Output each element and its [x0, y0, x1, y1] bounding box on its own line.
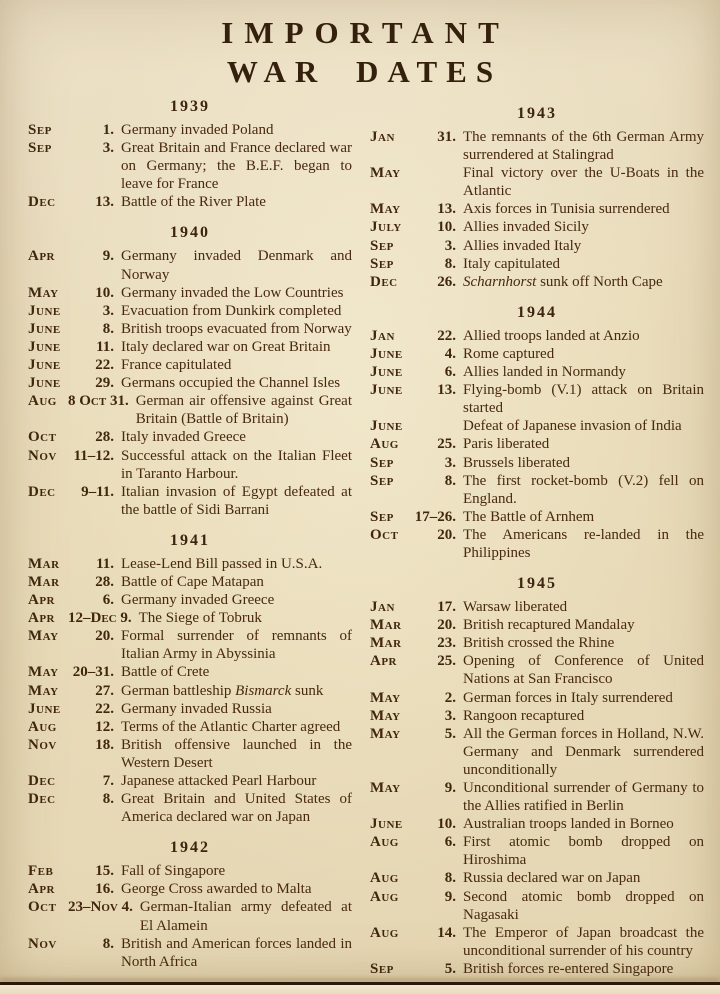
event-month: July	[370, 219, 402, 236]
event-day: 20.	[437, 526, 456, 543]
event-row	[28, 682, 352, 700]
event-month: Aug	[370, 924, 399, 941]
event-text: First atomic bomb dropped on Hiroshima	[463, 834, 704, 869]
event-row	[370, 128, 704, 164]
event-row	[28, 374, 352, 392]
event-text: Germany invaded Poland	[121, 122, 274, 138]
year-section-1943	[370, 105, 704, 291]
event-day: 20.	[437, 617, 456, 634]
event-day: 12.	[95, 718, 114, 735]
event-row	[370, 435, 704, 453]
event-day: 25.	[437, 436, 456, 453]
event-row	[28, 591, 352, 609]
event-month: Jan	[370, 129, 395, 145]
event-day: 8.	[444, 472, 456, 489]
event-row	[370, 960, 704, 978]
event-text: Lease-Lend Bill passed in U.S.A.	[121, 555, 323, 572]
event-row	[370, 616, 704, 634]
event-day: 5.	[444, 725, 456, 742]
event-day: 10.	[437, 219, 456, 236]
event-day: 15.	[95, 863, 114, 880]
event-text: Germany invaded Russia	[121, 700, 272, 717]
event-day: 10.	[95, 284, 114, 301]
columns-container	[0, 87, 720, 978]
event-month: Mar	[370, 617, 402, 634]
event-text: Formal surrender of remnants of Italian Army in Abyssinia	[121, 628, 352, 663]
event-day: 9.	[444, 888, 456, 905]
event-day: 3.	[444, 454, 456, 471]
event-day: 29.	[95, 375, 114, 392]
event-month: Nov	[28, 736, 57, 753]
event-day: 11.	[96, 338, 114, 355]
page-title	[0, 0, 720, 87]
event-month: June	[28, 375, 61, 392]
event-day: 6.	[444, 834, 456, 851]
event-day: 10.	[437, 816, 456, 833]
event-month: Aug	[370, 888, 399, 905]
event-month: Dec	[28, 791, 56, 808]
event-row	[28, 555, 352, 573]
event-text: Rangoon recaptured	[463, 707, 585, 724]
event-day: 20–31.	[72, 664, 114, 681]
event-row	[28, 935, 352, 971]
event-text: German battleship Bismarck sunk	[121, 682, 324, 699]
event-month: June	[370, 382, 403, 399]
event-month: Aug	[370, 870, 399, 887]
event-day: 13.	[437, 382, 456, 399]
event-month: Dec	[28, 483, 56, 500]
event-row	[370, 508, 704, 526]
event-day	[410, 164, 463, 200]
event-text: Evacuation from Dunkirk completed	[121, 302, 342, 319]
event-row	[28, 193, 352, 211]
event-day: 9.	[444, 780, 456, 796]
year-section-1942	[28, 839, 352, 971]
page-title-line1: IMPORTANT	[221, 15, 510, 50]
event-row	[370, 924, 704, 960]
event-text: The Siege of Tobruk	[138, 610, 262, 627]
event-row	[370, 725, 704, 779]
event-row	[370, 815, 704, 833]
event-text: All the German forces in Holland, N.W. Germany and Denmark surrendered unconditionally	[463, 725, 704, 778]
event-day: 8.	[102, 791, 114, 808]
event-row	[28, 302, 352, 320]
event-day: 26.	[437, 273, 456, 290]
event-month: Mar	[28, 573, 60, 590]
event-month: Aug	[28, 393, 57, 410]
event-row	[370, 869, 704, 887]
event-day: 7.	[102, 773, 114, 789]
event-text: Australian troops landed in Borneo	[463, 816, 674, 833]
event-text: Japanese attacked Pearl Harbour	[121, 773, 317, 789]
event-text: Germany invaded Greece	[121, 592, 275, 609]
year-heading: 1941	[170, 531, 210, 549]
event-text: Fall of Singapore	[121, 863, 226, 880]
event-row	[370, 526, 704, 562]
event-month: Sep	[370, 508, 394, 525]
event-day: 22.	[95, 357, 114, 374]
event-day: 9–11.	[81, 483, 114, 500]
event-row	[28, 356, 352, 374]
event-day: 9.	[102, 248, 114, 265]
event-day: 14.	[437, 924, 456, 941]
column-right	[370, 89, 704, 978]
event-text: Allied troops landed at Anzio	[463, 327, 640, 344]
event-day: 1.	[102, 122, 114, 138]
event-text: Terms of the Atlantic Charter agreed	[121, 718, 341, 735]
event-text: Allies invaded Italy	[463, 237, 582, 254]
event-text: Brussels liberated	[463, 454, 571, 471]
year-heading: 1939	[170, 98, 210, 115]
event-text: Germany invaded Denmark and Norway	[121, 248, 352, 283]
event-month: Nov	[28, 935, 57, 952]
event-text: British troops evacuated from Norway	[121, 320, 352, 337]
event-row	[370, 833, 704, 869]
event-month: Sep	[28, 140, 52, 157]
event-text: Italy capitulated	[463, 255, 561, 272]
year-section-1944	[370, 304, 704, 562]
event-row	[28, 284, 352, 302]
event-row	[28, 447, 352, 483]
event-day: 8.	[102, 935, 114, 952]
year-heading: 1942	[170, 839, 210, 857]
event-month: May	[28, 682, 59, 699]
event-month: May	[28, 628, 59, 645]
event-month: Sep	[370, 237, 394, 254]
event-row	[28, 880, 352, 898]
event-day: 23–Nov 4.	[68, 899, 133, 916]
event-row	[370, 652, 704, 688]
event-text: Defeat of Japanese invasion of India	[463, 418, 682, 435]
event-day: 17–26.	[414, 508, 456, 525]
event-row	[370, 454, 704, 472]
year-heading: 1943	[517, 105, 557, 122]
event-month: Oct	[28, 429, 57, 446]
event-day: 18.	[95, 736, 114, 753]
event-row	[28, 609, 352, 627]
event-text: Warsaw liberated	[463, 599, 568, 616]
event-month: June	[28, 357, 61, 374]
event-text: Battle of Cape Matapan	[121, 573, 264, 590]
event-text: British and American forces landed in North Africa	[121, 935, 352, 970]
event-month: May	[370, 165, 401, 182]
year-section-1939	[28, 98, 352, 211]
event-text: The Battle of Arnhem	[463, 508, 595, 525]
event-month: Jan	[370, 327, 395, 344]
event-day: 16.	[95, 881, 114, 898]
event-month: June	[370, 816, 403, 833]
event-month: June	[370, 345, 403, 362]
event-row	[28, 790, 352, 826]
event-row	[370, 164, 704, 200]
event-text: Battle of the River Plate	[121, 194, 266, 211]
event-text: Italian invasion of Egypt defeated at the battle of Sidi Barrani	[121, 483, 352, 518]
event-day: 8.	[444, 870, 456, 887]
event-month: May	[370, 201, 401, 218]
year-heading: 1945	[517, 575, 557, 593]
event-row	[370, 218, 704, 236]
event-text: The Americans re-landed in the Philippines	[463, 526, 704, 561]
event-text: British recaptured Mandalay	[463, 617, 635, 634]
event-day	[410, 417, 463, 435]
event-text: Allies landed in Normandy	[463, 364, 626, 381]
year-section-1941	[28, 532, 352, 826]
event-day: 4.	[444, 345, 456, 362]
column-left	[28, 89, 352, 971]
event-row	[28, 718, 352, 736]
event-text: The Emperor of Japan broadcast the unconditional surrender of his country	[463, 924, 704, 959]
event-day: 11–12.	[73, 447, 114, 464]
event-month: Dec	[370, 273, 398, 290]
event-day: 8.	[102, 320, 114, 337]
year-section-1945	[370, 575, 704, 978]
event-month: Apr	[28, 610, 55, 627]
event-day: 8 Oct 31.	[68, 393, 129, 410]
event-row	[370, 888, 704, 924]
event-text: France capitulated	[121, 357, 232, 374]
event-row	[370, 417, 704, 435]
event-row	[370, 689, 704, 707]
page-bottom-edge	[0, 985, 720, 994]
event-row	[28, 247, 352, 283]
event-row	[370, 327, 704, 345]
event-month: June	[28, 700, 61, 717]
event-text: Russia declared war on Japan	[463, 870, 641, 887]
event-month: Oct	[28, 899, 57, 916]
event-text: British forces re-entered Singapore	[463, 960, 674, 977]
event-day: 12–Dec 9.	[68, 610, 132, 627]
event-month: Apr	[370, 653, 397, 670]
event-text: Axis forces in Tunisia surrendered	[463, 201, 670, 218]
event-day: 25.	[437, 653, 456, 670]
event-day: 20.	[95, 628, 114, 645]
event-row	[28, 338, 352, 356]
year-heading: 1940	[170, 224, 210, 242]
page-title-line2: WAR DATES	[226, 54, 503, 89]
event-text: Opening of Conference of United Nations at San Francisco	[463, 653, 704, 688]
event-month: Apr	[28, 881, 55, 898]
event-row	[28, 121, 352, 139]
event-text: Final victory over the U-Boats in the Atlantic	[463, 165, 704, 200]
event-row	[370, 237, 704, 255]
event-month: May	[370, 780, 401, 796]
event-day: 23.	[437, 635, 456, 652]
event-month: May	[370, 725, 401, 742]
event-day: 5.	[444, 960, 456, 977]
event-text: Successful attack on the Italian Fleet in Taranto Harbour.	[121, 447, 352, 482]
event-month: Dec	[28, 773, 56, 789]
event-month: May	[28, 664, 59, 681]
event-text: Second atomic bomb dropped on Nagasaki	[463, 888, 704, 923]
event-month: May	[370, 707, 401, 724]
event-row	[28, 139, 352, 193]
event-day: 28.	[95, 573, 114, 590]
event-text: Great Britain and France declared war on Germany; the B.E.F. began to leave for France	[121, 140, 352, 193]
event-text: Germany invaded the Low Countries	[121, 284, 344, 301]
event-row	[28, 663, 352, 681]
event-row	[370, 598, 704, 616]
event-day: 3.	[444, 707, 456, 724]
event-text: The remnants of the 6th German Army surrendered at Stalingrad	[463, 129, 704, 164]
event-row	[28, 320, 352, 338]
event-day: 3.	[102, 140, 114, 157]
event-month: Sep	[370, 960, 394, 977]
event-text: British offensive launched in the Western Desert	[121, 736, 352, 771]
event-month: Nov	[28, 447, 57, 464]
event-text: German-Italian army defeated at El Alamein	[139, 899, 352, 934]
event-month: June	[370, 418, 403, 435]
event-row	[370, 363, 704, 381]
year-heading: 1944	[517, 303, 557, 321]
event-text: Flying-bomb (V.1) attack on Britain started	[463, 382, 704, 417]
event-text: Allies invaded Sicily	[463, 219, 589, 236]
event-month: Apr	[28, 592, 55, 609]
event-text: Italy declared war on Great Britain	[121, 338, 331, 355]
event-month: Sep	[370, 255, 394, 272]
event-day: 31.	[437, 129, 456, 145]
event-month: June	[28, 338, 61, 355]
event-row	[370, 381, 704, 417]
event-row	[370, 273, 704, 291]
event-day: 22.	[437, 327, 456, 344]
event-month: Mar	[28, 555, 60, 572]
event-row	[28, 700, 352, 718]
event-row	[370, 345, 704, 363]
event-row	[28, 392, 352, 428]
event-month: June	[370, 364, 403, 381]
event-text: British crossed the Rhine	[463, 635, 615, 652]
event-day: 22.	[95, 700, 114, 717]
event-month: Dec	[28, 194, 56, 211]
event-row	[370, 255, 704, 273]
event-month: Feb	[28, 863, 54, 880]
event-day: 2.	[444, 689, 456, 706]
event-day: 8.	[444, 255, 456, 272]
event-day: 3.	[102, 302, 114, 319]
event-month: Aug	[28, 718, 57, 735]
event-text: The first rocket-bomb (V.2) fell on England.	[463, 472, 704, 507]
event-text: German forces in Italy surrendered	[463, 689, 673, 706]
event-month: Sep	[370, 472, 394, 489]
event-day: 6.	[444, 364, 456, 381]
event-month: Apr	[28, 248, 55, 265]
event-row	[28, 862, 352, 880]
event-text: George Cross awarded to Malta	[121, 881, 312, 898]
event-day: 6.	[102, 592, 114, 609]
event-row	[28, 772, 352, 790]
event-text: Battle of Crete	[121, 664, 210, 681]
event-text: Germans occupied the Channel Isles	[121, 375, 341, 392]
event-row	[370, 779, 704, 815]
event-text: Unconditional surrender of Germany to the Allies ratified in Berlin	[463, 780, 704, 815]
event-day: 3.	[444, 237, 456, 254]
event-month: Mar	[370, 635, 402, 652]
event-day: 13.	[95, 194, 114, 211]
event-month: Aug	[370, 436, 399, 453]
event-row	[370, 200, 704, 218]
event-text: Italy invaded Greece	[121, 429, 246, 446]
event-month: Aug	[370, 834, 399, 851]
event-month: May	[28, 284, 59, 301]
event-text: Great Britain and United States of America declared war on Japan	[121, 791, 352, 826]
event-day: 11.	[96, 555, 114, 572]
event-day: 28.	[95, 429, 114, 446]
event-day: 27.	[95, 682, 114, 699]
event-row	[370, 634, 704, 652]
event-text: German air offensive against Great Britain (Battle of Britain)	[135, 393, 352, 428]
event-text: Paris liberated	[463, 436, 550, 453]
year-section-1940	[28, 224, 352, 518]
event-month: June	[28, 320, 61, 337]
event-text: Rome captured	[463, 345, 555, 362]
event-row	[370, 472, 704, 508]
event-row	[28, 428, 352, 446]
event-month: Oct	[370, 526, 399, 543]
event-month: May	[370, 689, 401, 706]
event-month: Jan	[370, 599, 395, 616]
event-month: Sep	[370, 454, 394, 471]
event-row	[370, 707, 704, 725]
event-row	[28, 736, 352, 772]
event-row	[28, 627, 352, 663]
event-month: Sep	[28, 122, 52, 138]
event-row	[28, 898, 352, 934]
event-month: June	[28, 302, 61, 319]
event-text: Scharnhorst sunk off North Cape	[463, 273, 663, 290]
event-row	[28, 573, 352, 591]
event-row	[28, 483, 352, 519]
event-day: 17.	[437, 599, 456, 616]
event-day: 13.	[437, 201, 456, 218]
